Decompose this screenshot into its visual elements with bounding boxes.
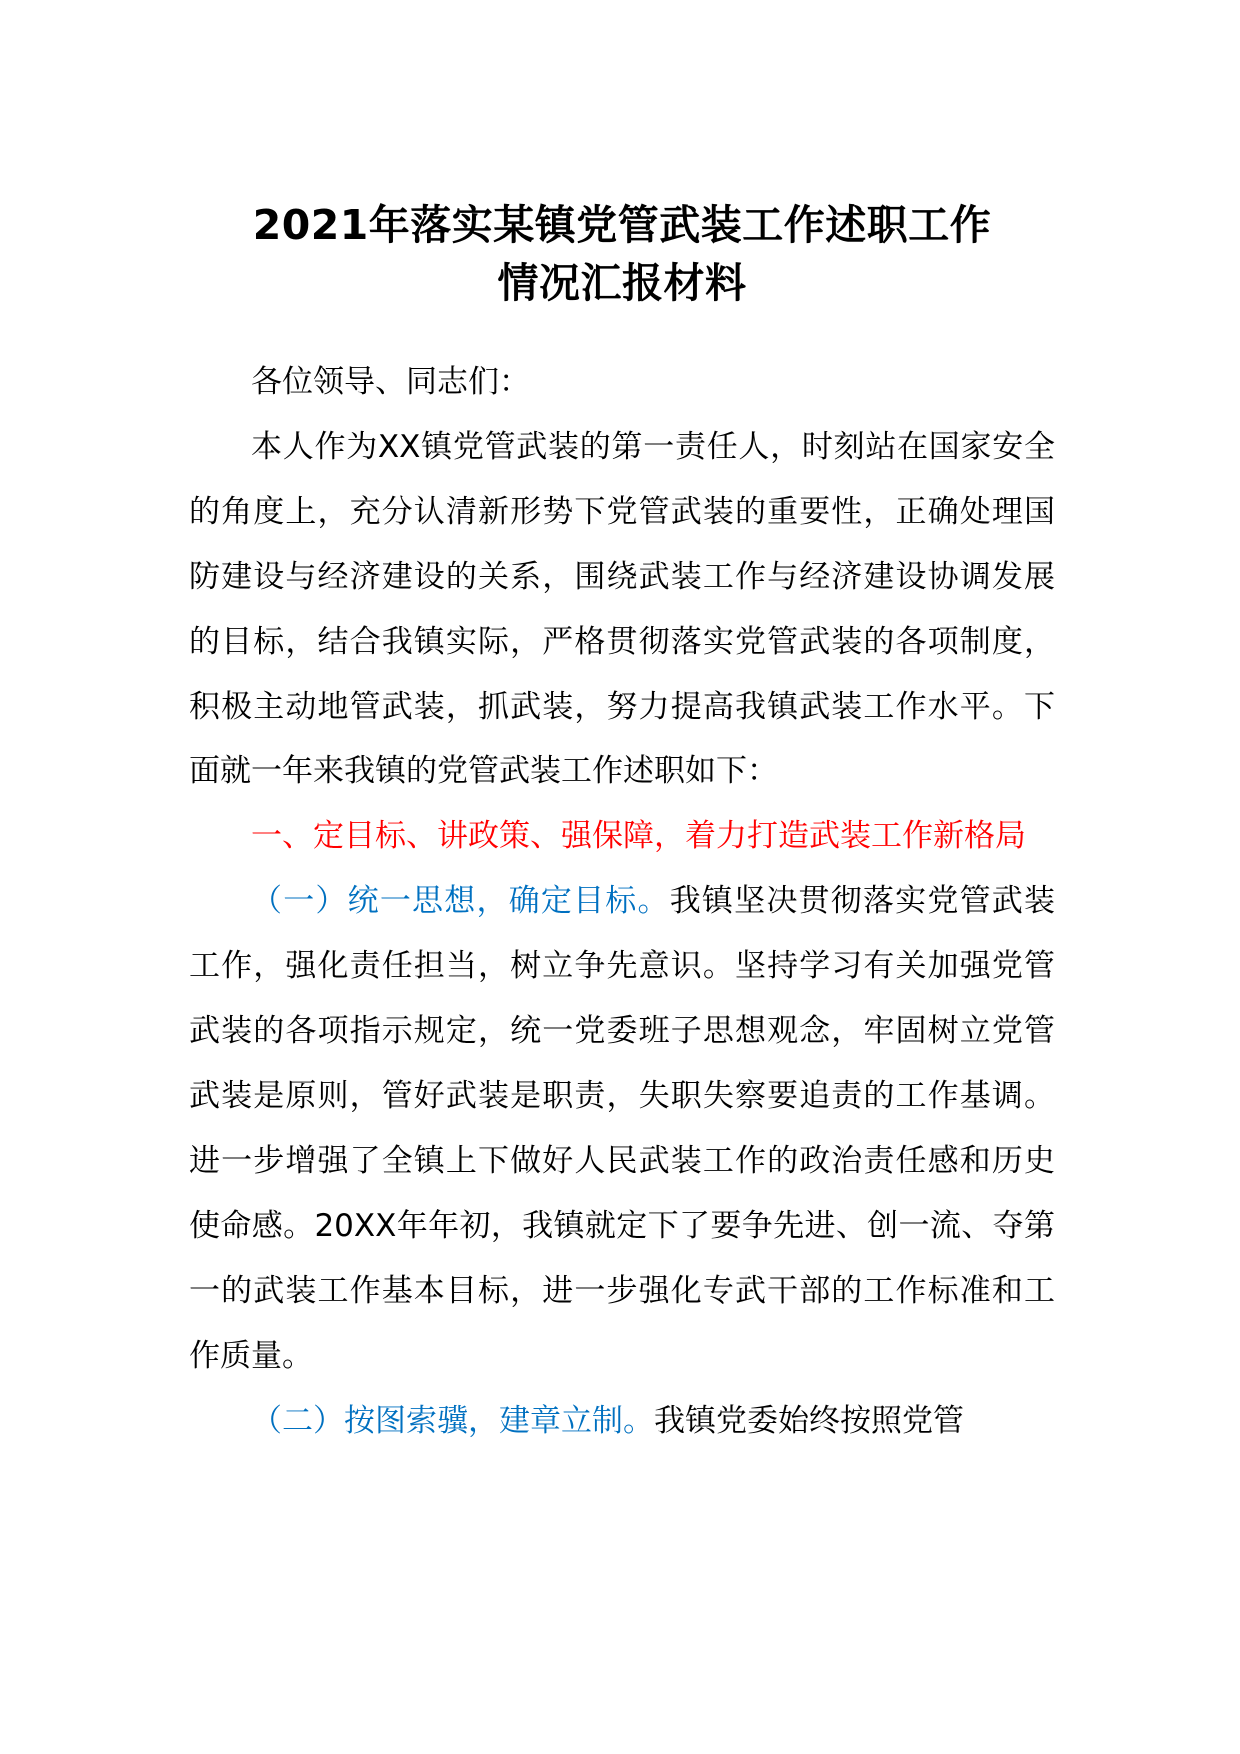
subsection-1-heading: （一）统一思想，确定目标。 [251, 883, 670, 920]
document-body [189, 350, 1055, 1453]
intro-paragraph: 本人作为XX镇党管武装的第一责任人，时刻站在国家安全的角度上，充分认清新形势下党管武装的重要性，正确处理国防建设与经济建设的关系，围绕武装工作与经济建设协调发展的目标，结合我镇实际，严格贯彻落实党管武装的各项制度，积极主动地管武装，抓武装，努力提高我镇武装工作水平。下面就一年来我镇的党管武装工作述职如下： [189, 428, 1055, 790]
subsection-2-text: 我镇党委始终按照党管 [654, 1402, 964, 1439]
title-line-1: 2021年落实某镇党管武装工作述职工作 [252, 201, 992, 249]
greeting: 各位领导、同志们： [251, 364, 530, 400]
subsection-2-paragraph [189, 1389, 1055, 1454]
document-page [189, 196, 1055, 1453]
section-1-heading: 一、定目标、讲政策、强保障，着力打造武装工作新格局 [251, 818, 1026, 855]
title-line-2: 情况汇报材料 [497, 259, 747, 307]
subsection-2-heading: （二）按图索骥，建章立制。 [251, 1402, 654, 1439]
document-title [189, 196, 1055, 312]
subsection-1-paragraph [189, 869, 1055, 1388]
subsection-1-text: 我镇坚决贯彻落实党管武装工作，强化责任担当，树立争先意识。坚持学习有关加强党管武装的各项指示规定，统一党委班子思想观念，牢固树立党管武装是原则，管好武装是职责，失职失察要追责的工作基调。进一步增强了全镇上下做好人民武装工作的政治责任感和历史使命感。20XX年年初，我镇就定下了要争先进、创一流、夺第一的武装工作基本目标，进一步强化专武干部的工作标准和工作质量。 [189, 883, 1056, 1374]
